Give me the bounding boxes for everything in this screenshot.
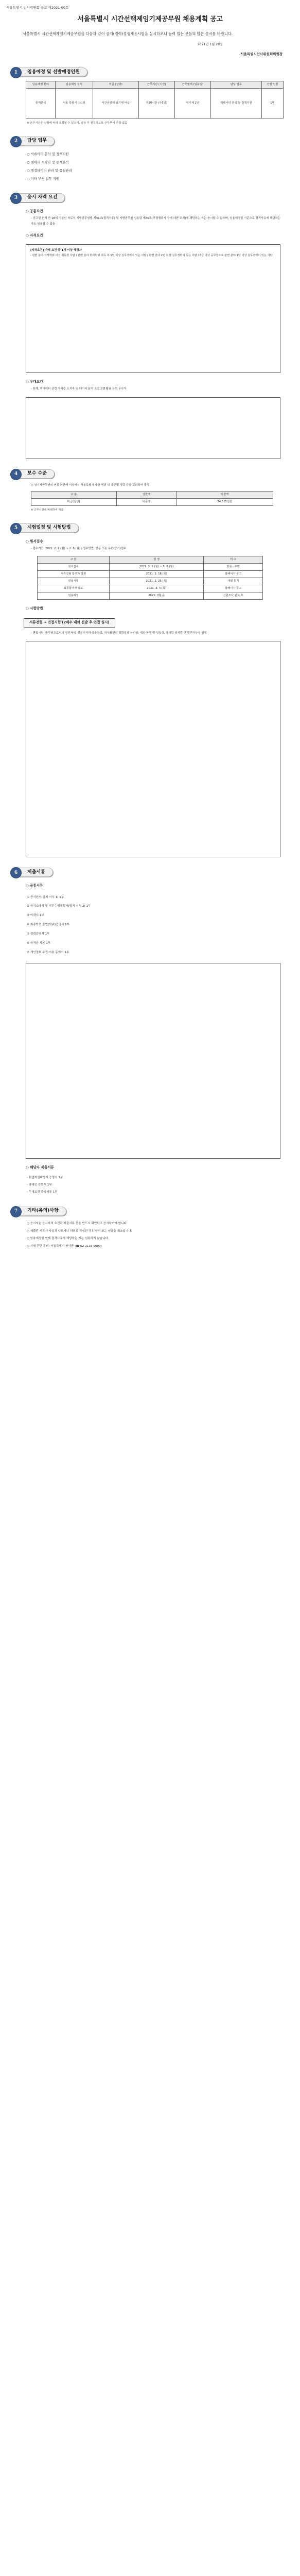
announce-date: 2021년 1월 28일 [197,42,223,46]
list-item: ④ 최종학력 졸업(학위)증명서 1부 [27,923,70,927]
pay-text: ○ 임기제공무원의 연봉 하한액 이상에서 서울특별시 예산 범위 내 개인별 경력 등을 고려하여 결정 [31,483,150,487]
apply-title: ○ 원서접수 [26,539,43,544]
table-row: 서류전형 합격자 발표 2021. 2. 18.(목) 홈페이지 공고 [38,571,263,578]
docs-extra-title: ○ 해당자 제출서류 [26,1165,54,1170]
list-item: ○ 임용예정일 현재 결격사유에 해당하는 자는 임용하지 않습니다. [27,1237,109,1241]
list-item: ① 응시원서(별지 서식 1) 1부 [27,895,64,899]
list-item: - 장애인 증명서 1부 [27,1183,52,1187]
table-row: 최종합격자 발표 2021. 3. 4.(목) 홈페이지 공고 [38,585,263,592]
pay-table: 구 분 상한액 하한액 마급(상당) 비공개 54,515천원 [31,491,273,506]
list-item: ○ 빅데이터 분석 및 정책지원 [27,151,69,156]
common-req-title: ○ 공통요건 [26,209,43,213]
schedule-table: 구 분 일 정 비 고 원서접수 2021. 2. 1.(월) ~ 2. 8.(월) 방문 · 우편 서류전형 합격자 발표 2021. 2. 18.(목) 홈페이지 공고 면접시험 2021. 2. 25.(목) 개별 통지 최종합격자 발표 2021. 3. 4.(목) 홈페이지 공고 임용예정 2021. 3월 중 신원조사 완료 후 [37,556,263,600]
page-title: 서울특별시 시간선택제임기제공무원 채용계획 공고 [77,15,223,24]
section-4-heading: 4 보수 수준 [11,469,294,479]
notes-list [27,1220,294,1250]
recruit-table-wrap [26,81,284,118]
duties-list [27,150,294,183]
list-item: ⑥ 자격증 사본 1부 [27,942,51,945]
list-item: ○ 데이터 시각화 및 통계분석 [27,160,69,164]
method-detail-box [26,641,280,857]
list-item: ③ 이력서 1부 [27,914,44,918]
list-item: ⑤ 경력증명서 1부 [27,933,50,936]
section-7-heading: 7 기타(유의)사항 [11,1207,294,1216]
section-3-heading: 3 응시 자격 요건 [11,193,294,202]
notice-number: 서울특별시 인사위원회 공고 제2021-00호 [6,6,69,10]
docs-detail-box [26,963,280,1159]
pay-note: ※ 근무시간에 비례하여 지급 [31,509,64,512]
intro-paragraph: 서울특별시 시간선택제임기제공무원을 다음과 같이 공개(경력)경쟁채용시험을 실시하오니 능력 있는 분들의 많은 응시를 바랍니다. [23,31,233,37]
list-item: ⑦ 개인정보 수집·이용 동의서 1부 [27,951,69,954]
schedule-table-wrap [37,556,263,600]
list-item: ○ 제출된 서류가 사실과 다르거나 허위로 작성된 경우 합격 또는 임용을 취소합니다. [27,1229,132,1233]
qualification-box: [자격요건] 아래 요건 중 1개 이상 해당자 - 관련 분야 석사학위 이상 취득한 사람 / 관련 분야 학사학위 취득 후 1년 이상 실무경력이 있는 사람 / 관련 분야 2년 이상 실무경력이 있는 사람 / 6급 이상 공무원으로 관련 분야 1년 이상 실무경력이 있는 사람 [26,244,280,373]
recruit-note: ※ 근무시간은 상황에 따라 조정될 수 있으며, 임용 후 원칙적으로 근무부서 변경 없음 [27,122,128,125]
method-title: ○ 시험방법 [26,606,43,611]
common-req-text: - 공고일 현재 만 18세 이상인 자로서 지방공무원법 제31조(결격사유) 및 지방공무원 임용령 제65조(부정행위자 등에 대한 조치)에 해당하는 자는 응시할 수 없으며, 임용예정일 기준으로 결격사유에 해당하는 자도 임용될 수 없음 [31,216,281,226]
list-item: - 우대요건 증빙서류 1부 [27,1190,58,1194]
pref-title: ○ 우대요건 [26,379,43,384]
section-2-heading: 2 담당 업무 [11,137,294,146]
section-6-heading: 6 제출서류 [11,868,294,877]
list-item: ② 자기소개서 및 직무수행계획서(별지 서식 2) 1부 [27,905,91,908]
list-item: ○ 기타 부서 업무 지원 [27,176,60,181]
docs-extra-list [27,1175,294,1196]
qual-req-title: ○ 자격요건 [26,233,43,238]
issuing-org: 서울특별시인사위원회위원장 [240,52,283,57]
table-row: 임용예정 2021. 3월 중 신원조사 완료 후 [38,592,263,600]
list-item: ○ 시험 관련 문의: 서울특별시 인사과 (☎ 02-2133-0000) [27,1244,102,1248]
apply-text: - 접수기간: 2021. 2. 1.(월) ~ 2. 8.(월) / 접수방법: 방문 또는 우편(등기)접수 [31,547,127,551]
method-text: - 면접시험: 공무원으로서의 정신자세, 전문지식과 응용능력, 의사표현의 정확성과 논리성, 예의·품행 및 성실성, 창의력·의지력 및 발전가능성 평정 [31,631,207,635]
recruit-table: 임용예정 분야 임용예정 부서 직급 (상당) 근무기간 (시간) 근무형태 (임용일) 담당 업무 선발 인원 통계분석 서울 특별시 ○○과 시간선택제 임기제 마급 주20시간 (주5일) 임기제 2년 빅데이터 분석 등 정책지원 1명 [26,81,284,118]
method-box: 서류전형 → 면접시험 (2배수 내외 선발 후 면접 실시) [24,618,115,627]
section-1-heading: 1 임용예정 및 선발예정인원 [11,67,294,77]
pref-text: - 통계, 빅데이터 관련 자격증 소지자 및 데이터 분석 프로그램 활용 능력 우수자 [31,387,127,391]
pay-table-wrap [31,491,273,506]
list-item: ○ 응시자는 응시자격 요건과 제출서류 등을 반드시 확인하고 응시하여야 합니다. [27,1222,128,1225]
section-5-heading: 5 시험일정 및 시험방법 [11,523,294,533]
docs-common-title: ○ 공통서류 [26,884,43,888]
table-row: 원서접수 2021. 2. 1.(월) ~ 2. 8.(월) 방문 · 우편 [38,564,263,571]
pref-box [26,397,280,459]
list-item: ○ 행정데이터 관리 및 품질관리 [27,168,72,173]
docs-list [27,893,294,958]
list-item: - 취업지원대상자 증명서 1부 [27,1176,63,1180]
table-row: 면접시험 2021. 2. 25.(목) 개별 통지 [38,578,263,585]
